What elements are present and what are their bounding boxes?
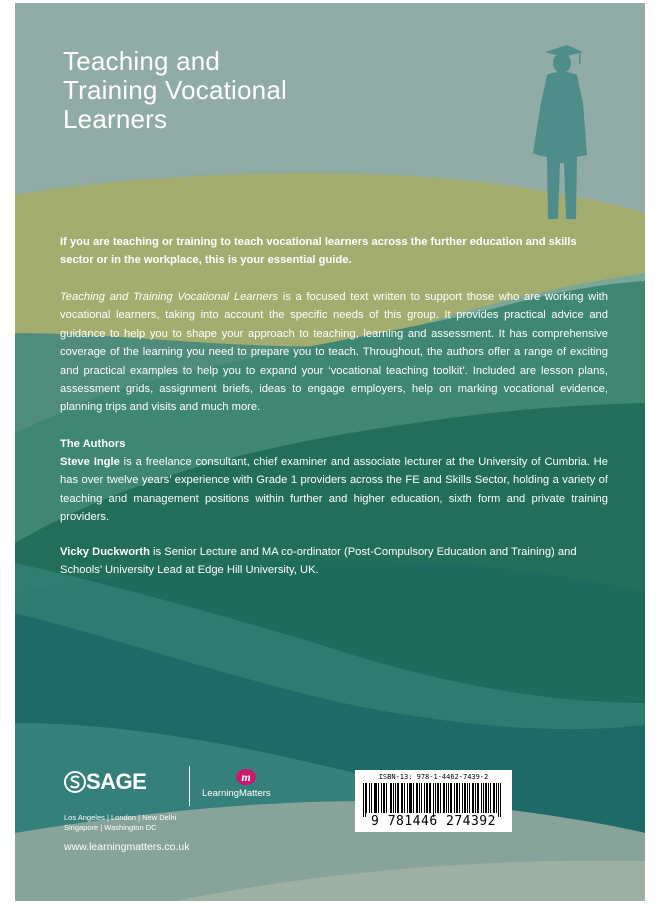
title-line-1: Teaching and <box>63 46 221 76</box>
barcode-bar <box>486 783 487 813</box>
isbn-label: ISBN-13: 978-1-4462-7439-2 <box>378 773 489 781</box>
barcode-bar <box>472 783 473 813</box>
barcode-bar <box>443 783 444 813</box>
isbn-barcode <box>355 770 512 832</box>
sage-s-logo-icon <box>64 771 86 793</box>
barcode-bar <box>397 783 398 813</box>
barcode-bar <box>369 783 370 813</box>
barcode-bar <box>481 783 482 813</box>
barcode-bar <box>402 783 403 813</box>
barcode-bar <box>390 783 391 813</box>
barcode-bar <box>477 783 478 813</box>
learning-matters-name: LearningMatters <box>202 788 271 799</box>
barcode-bar <box>421 783 422 813</box>
barcode-bar <box>488 783 489 813</box>
barcode-bar <box>383 783 384 813</box>
barcode-bar <box>437 783 438 813</box>
barcode-bar <box>494 783 495 813</box>
barcode-bars <box>363 783 504 817</box>
barcode-bar <box>395 783 396 813</box>
barcode-bar <box>462 783 463 813</box>
barcode-bar <box>451 783 452 813</box>
barcode-bar <box>498 783 499 817</box>
barcode-bar <box>500 783 501 817</box>
barcode-bar <box>375 783 376 813</box>
barcode-bar <box>454 783 455 813</box>
authors-heading: The Authors <box>60 438 126 450</box>
barcode-bar <box>467 783 468 813</box>
barcode-bar <box>465 783 466 813</box>
barcode-bar <box>391 783 392 813</box>
description-text: is a focused text written to support those who are working with vocational learners, taking into account the specific needs of this group. It provides practical advice and guidance to help you to shape your approach to teaching, learning and assessment. It has comprehensive coverage of the learning you need to prepare you to teach. Throughout, the authors offer a range of exciting and practical examples to help you to expand your ‘vocational teaching toolkit’. Included are lesson plans, assessment grids, assignment briefs, ideas to engage employers, help on marking vocational evidence, planning trips and visits and much more. <box>60 291 609 414</box>
publisher-website: www.learningmatters.co.uk <box>64 841 190 853</box>
barcode-bar <box>413 783 414 813</box>
barcode-bar <box>457 783 458 813</box>
author2-name: Vicky Duckworth <box>60 546 150 558</box>
author1-name: Steve Ingle <box>60 456 120 468</box>
barcode-bar <box>393 783 394 813</box>
barcode-number: 9 781446 274392 <box>371 814 496 829</box>
barcode-bar <box>363 783 364 817</box>
barcode-bar <box>483 783 484 813</box>
barcode-bar <box>419 783 420 813</box>
learning-matters-m-icon <box>235 768 257 786</box>
barcode-bar <box>407 783 408 813</box>
barcode-bar <box>485 783 486 813</box>
barcode-bar <box>378 783 379 813</box>
barcode-bar <box>376 783 377 813</box>
barcode-bar <box>446 783 447 813</box>
intro-paragraph: If you are teaching or training to teach vocational learners across the further education and skills sector or in the workplace, this is your essential guide. <box>60 236 577 267</box>
description-book-title: Teaching and Training Vocational Learners <box>60 291 279 303</box>
barcode-bar <box>438 783 439 813</box>
barcode-bar <box>490 783 491 813</box>
barcode-bar <box>424 783 425 813</box>
barcode-bar <box>473 783 474 813</box>
author-bio-steve-ingle <box>60 453 608 527</box>
book-title <box>63 47 287 134</box>
barcode-bar <box>464 783 465 813</box>
author-bio-vicky-duckworth <box>60 543 608 580</box>
barcode-bar <box>493 783 494 813</box>
barcode-bar <box>426 783 427 813</box>
barcode-bar <box>365 783 366 817</box>
title-line-3: Learners <box>63 104 168 134</box>
barcode-bar <box>366 783 367 813</box>
book-back-cover <box>15 3 645 901</box>
barcode-bar <box>386 783 387 813</box>
barcode-bar <box>469 783 470 813</box>
graduate-silhouette-icon <box>523 43 597 219</box>
barcode-bar <box>435 783 436 813</box>
cities-line-2: Singapore | Washington DC <box>64 823 157 832</box>
barcode-bar <box>374 783 375 813</box>
logo-divider <box>189 766 190 806</box>
barcode-bar <box>411 783 412 813</box>
cities-line-1: Los Angeles | London | New Delhi <box>64 813 177 822</box>
barcode-bar <box>371 783 372 813</box>
barcode-bar <box>496 783 497 813</box>
barcode-bar <box>416 783 417 813</box>
barcode-bar <box>429 783 430 813</box>
title-line-2: Training Vocational <box>63 75 287 105</box>
barcode-bar <box>409 783 410 813</box>
barcode-bar <box>433 783 434 817</box>
barcode-bar <box>404 783 405 813</box>
description-paragraph <box>60 288 608 417</box>
barcode-bar <box>401 783 402 813</box>
learning-matters-logo <box>202 768 292 808</box>
barcode-bar <box>398 783 399 813</box>
barcode-bar <box>475 783 476 813</box>
svg-text:m: m <box>241 770 251 784</box>
barcode-bar <box>456 783 457 813</box>
sage-logo-text: SAGE <box>86 769 147 794</box>
barcode-bar <box>459 783 460 813</box>
barcode-bar <box>384 783 385 813</box>
barcode-bar <box>450 783 451 813</box>
author2-bio: is Senior Lecture and MA co-ordinator (Post-Compulsory Education and Training) and Schools’ University Lead at Edge Hill University, UK. <box>60 546 577 577</box>
author1-bio: is a freelance consultant, chief examiner and associate lecturer at the University of Cumbria. He has over twelve years’ experience with Grade 1 providers across the FE and Skills Sector, holding a variety of teaching and management positions within further and higher education, sixth form and private training providers. <box>60 456 608 524</box>
barcode-bar <box>478 783 479 813</box>
barcode-bar <box>440 783 441 813</box>
barcode-bar <box>430 783 431 813</box>
barcode-bar <box>410 783 411 813</box>
barcode-bar <box>427 783 428 813</box>
barcode-bar <box>448 783 449 813</box>
barcode-bar <box>444 783 445 813</box>
publisher-cities <box>64 813 176 833</box>
barcode-bar <box>417 783 418 813</box>
barcode-bar <box>381 783 382 813</box>
